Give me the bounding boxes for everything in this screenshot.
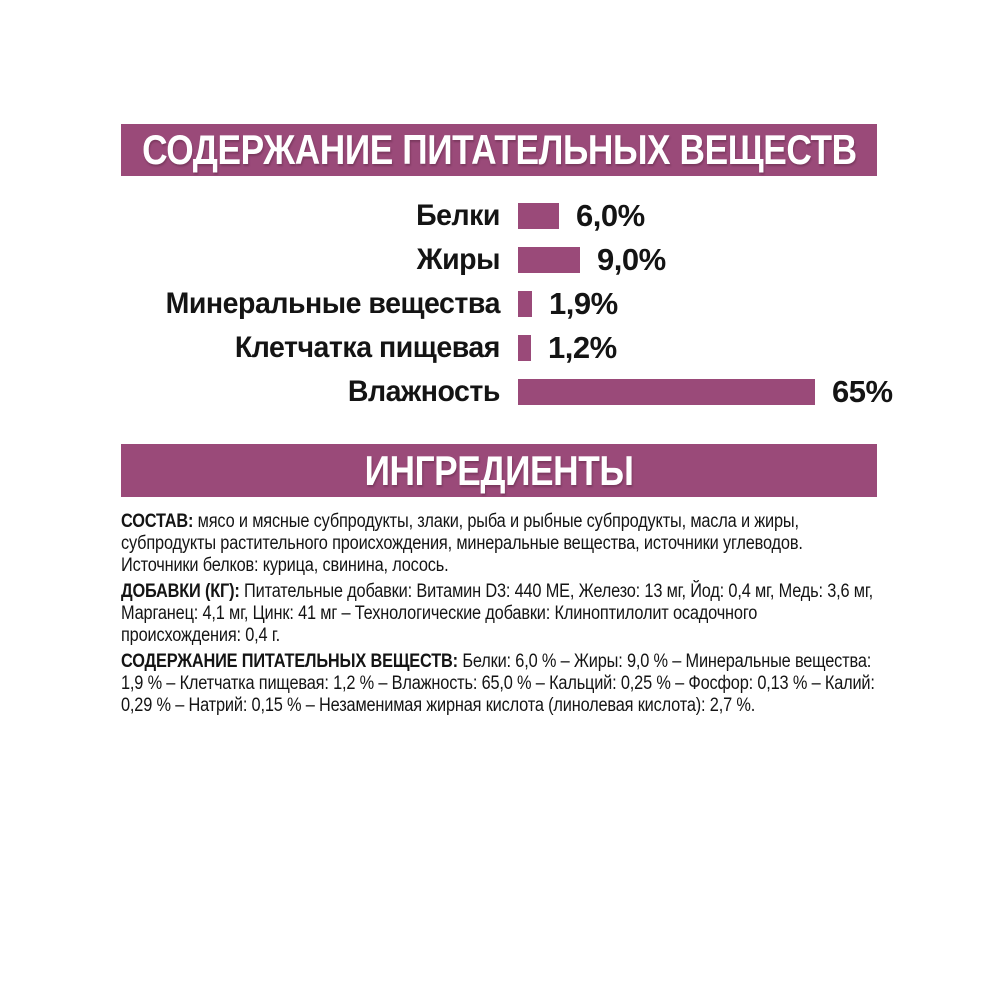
- chart-row-label: Клетчатка пищевая: [234, 331, 500, 364]
- composition-text: мясо и мясные субпродукты, злаки, рыба и рыбные субпродукты, масла и жиры, субпродукты растительного происхождения, минеральные вещества, источники углеводов. Источники белков: курица, свинина, лосось.: [121, 511, 803, 576]
- chart-row-fats: [122, 238, 882, 282]
- chart-bar: [518, 335, 531, 361]
- nutrient-content-paragraph: [121, 651, 881, 717]
- chart-row-label: Жиры: [416, 243, 500, 276]
- nutrient-content-lead: СОДЕРЖАНИЕ ПИТАТЕЛЬНЫХ ВЕЩЕСТВ:: [121, 651, 458, 672]
- chart-row-value: 6,0%: [576, 198, 645, 233]
- chart-row-proteins: [122, 194, 882, 238]
- chart-row-label: Влажность: [347, 375, 500, 408]
- chart-bar: [518, 247, 580, 273]
- composition-lead: СОСТАВ:: [121, 511, 194, 532]
- chart-bar: [518, 379, 815, 405]
- chart-row-value: 65%: [832, 374, 893, 409]
- chart-row-label: Белки: [416, 199, 500, 232]
- chart-row-minerals: [122, 282, 882, 326]
- chart-row-fiber: [122, 326, 882, 370]
- ingredients-header-title: ИНГРЕДИЕНТЫ: [364, 446, 634, 494]
- nutrition-header-title: СОДЕРЖАНИЕ ПИТАТЕЛЬНЫХ ВЕЩЕСТВ: [141, 126, 857, 173]
- additives-lead: ДОБАВКИ (КГ):: [121, 581, 240, 602]
- nutrition-bar-chart: [122, 194, 893, 414]
- chart-bar: [518, 203, 559, 229]
- chart-row-moisture: [122, 370, 893, 414]
- ingredients-header-banner: [121, 444, 877, 497]
- composition-paragraph: [121, 511, 881, 577]
- additives-paragraph: [121, 581, 881, 647]
- chart-row-label: Минеральные вещества: [165, 287, 500, 320]
- additives-text: Питательные добавки: Витамин D3: 440 МЕ, Железо: 13 мг, Йод: 0,4 мг, Медь: 3,6 мг, Марганец: 4,1 мг, Цинк: 41 мг – Технологические добавки: Клиноптилолит осадочного происхождения: 0,4 г.: [121, 581, 873, 646]
- chart-row-value: 1,2%: [548, 330, 617, 365]
- chart-row-value: 1,9%: [549, 286, 618, 321]
- nutrition-header-banner: [121, 124, 877, 176]
- chart-bar: [518, 291, 532, 317]
- chart-row-value: 9,0%: [597, 242, 666, 277]
- nutrient-content-text: Белки: 6,0 % – Жиры: 9,0 % – Минеральные вещества: 1,9 % – Клетчатка пищевая: 1,2 % – Влажность: 65,0 % – Кальций: 0,25 % – Фосфор: 0,13 % – Калий: 0,29 % – Натрий: 0,15 % – Незаменимая жирная кислота (линолевая кислота): 2,7 %.: [121, 651, 875, 716]
- label-info-text: [121, 511, 881, 721]
